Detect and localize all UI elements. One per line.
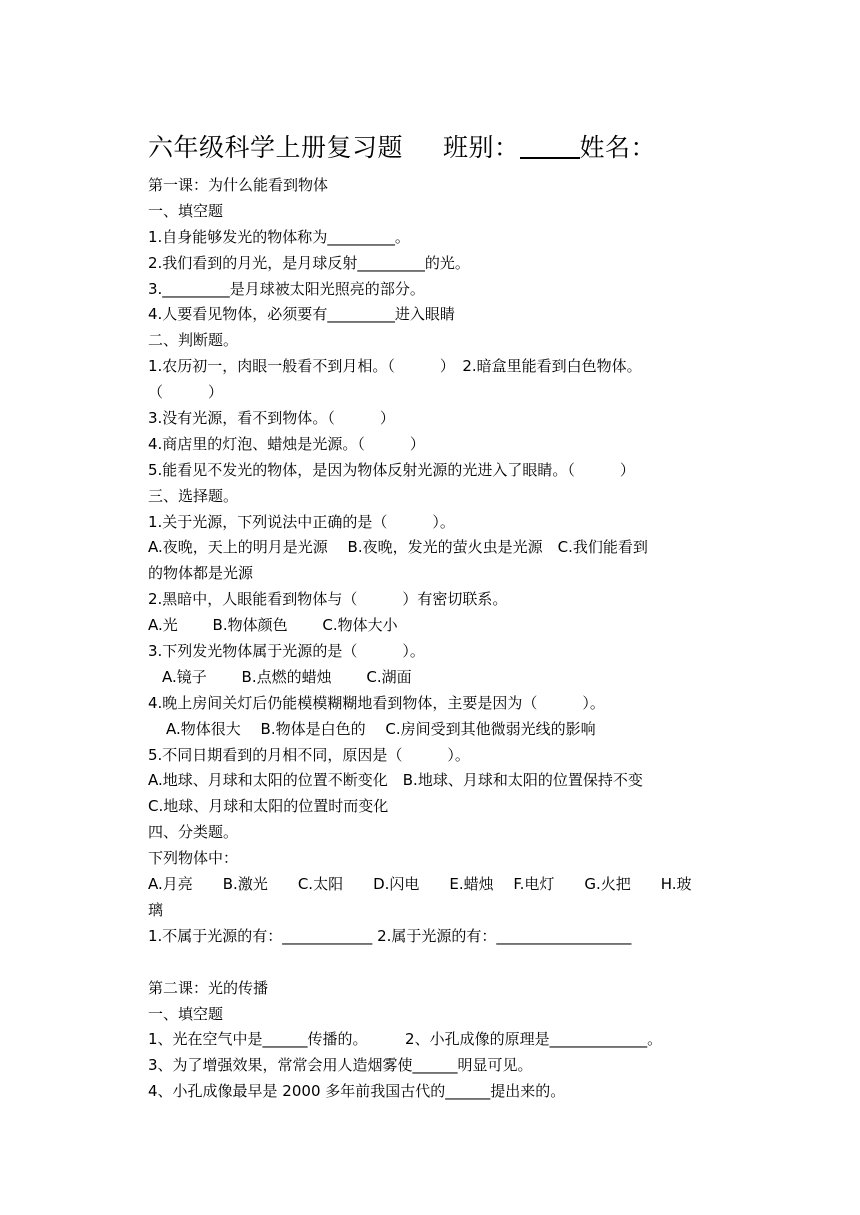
question: 1.关于光源，下列说法中正确的是（ ）。 [148, 512, 455, 531]
choice-options: A.光 B.物体颜色 C.物体大小 [148, 616, 398, 635]
choice-options-continuation: 的物体都是光源 [148, 564, 254, 583]
page-title [148, 128, 656, 164]
question: 3.下列发光物体属于光源的是（ ）。 [148, 642, 425, 661]
question: 3、为了增强效果，常常会用人造烟雾使______明显可见。 [148, 1056, 533, 1075]
worksheet-title: 六年级科学上册复习题 [148, 133, 404, 162]
section-heading: 一、填空题 [148, 201, 224, 220]
classify-answer: 1.不属于光源的有：____________ 2.属于光源的有：__________________ [148, 926, 632, 945]
classify-items: A.月亮 B.激光 C.太阳 D.闪电 E.蜡烛 F.电灯 G.火把 H.玻 [148, 875, 692, 894]
choice-options: A.夜晚，天上的明月是光源 B.夜晚，发光的萤火虫是光源 C.我们能看到 [148, 538, 648, 557]
lesson2-title: 第二课：光的传播 [148, 978, 269, 997]
lesson1-title: 第一课：为什么能看到物体 [148, 176, 329, 194]
choice-options: A.地球、月球和太阳的位置不断变化 B.地球、月球和太阳的位置保持不变 [148, 771, 643, 790]
question: 3._________是月球被太阳光照亮的部分。 [148, 279, 425, 298]
question: 4.晚上房间关灯后仍能模模糊糊地看到物体，主要是因为（ ）。 [148, 693, 605, 712]
choice-options: A.镜子 B.点燃的蜡烛 C.湖面 [162, 667, 412, 686]
worksheet-content [148, 173, 728, 1105]
question: 4、小孔成像最早是 2000 多年前我国古代的______提出来的。 [148, 1082, 566, 1101]
choice-options: C.地球、月球和太阳的位置时而变化 [148, 797, 389, 816]
question-continuation: （ ） [148, 383, 224, 402]
question: 1、光在空气中是______传播的。 2、小孔成像的原理是_____________。 [148, 1030, 663, 1049]
choice-options: A.物体很大 B.物体是白色的 C.房间受到其他微弱光线的影响 [166, 719, 596, 738]
name-label: 姓名： [579, 133, 657, 162]
classify-items-continuation: 璃 [148, 900, 164, 919]
section-heading: 二、判断题。 [148, 331, 239, 350]
question: 1.农历初一，肉眼一般看不到月相。（ ） 2.暗盒里能看到白色物体。 [148, 357, 642, 376]
classify-intro: 下列物体中： [148, 849, 239, 868]
question: 1.自身能够发光的物体称为_________。 [148, 227, 410, 246]
question: 5.能看见不发光的物体，是因为物体反射光源的光进入了眼睛。（ ） [148, 460, 635, 479]
section-heading: 一、填空题 [148, 1004, 224, 1023]
section-heading: 四、分类题。 [148, 823, 239, 842]
question: 4.商店里的灯泡、蜡烛是光源。（ ） [148, 434, 425, 453]
class-blank[interactable] [520, 135, 580, 159]
section-heading: 三、选择题。 [148, 486, 239, 505]
class-label: 班别： [443, 133, 520, 162]
question: 2.我们看到的月光，是月球反射_________的光。 [148, 253, 470, 272]
question: 4.人要看见物体，必须要有_________进入眼睛 [148, 305, 455, 324]
blank-line [148, 950, 728, 976]
question: 5.不同日期看到的月相不同，原因是（ ）。 [148, 745, 470, 764]
question: 3.没有光源，看不到物体。（ ） [148, 409, 395, 428]
question: 2.黑暗中，人眼能看到物体与（ ）有密切联系。 [148, 590, 508, 609]
